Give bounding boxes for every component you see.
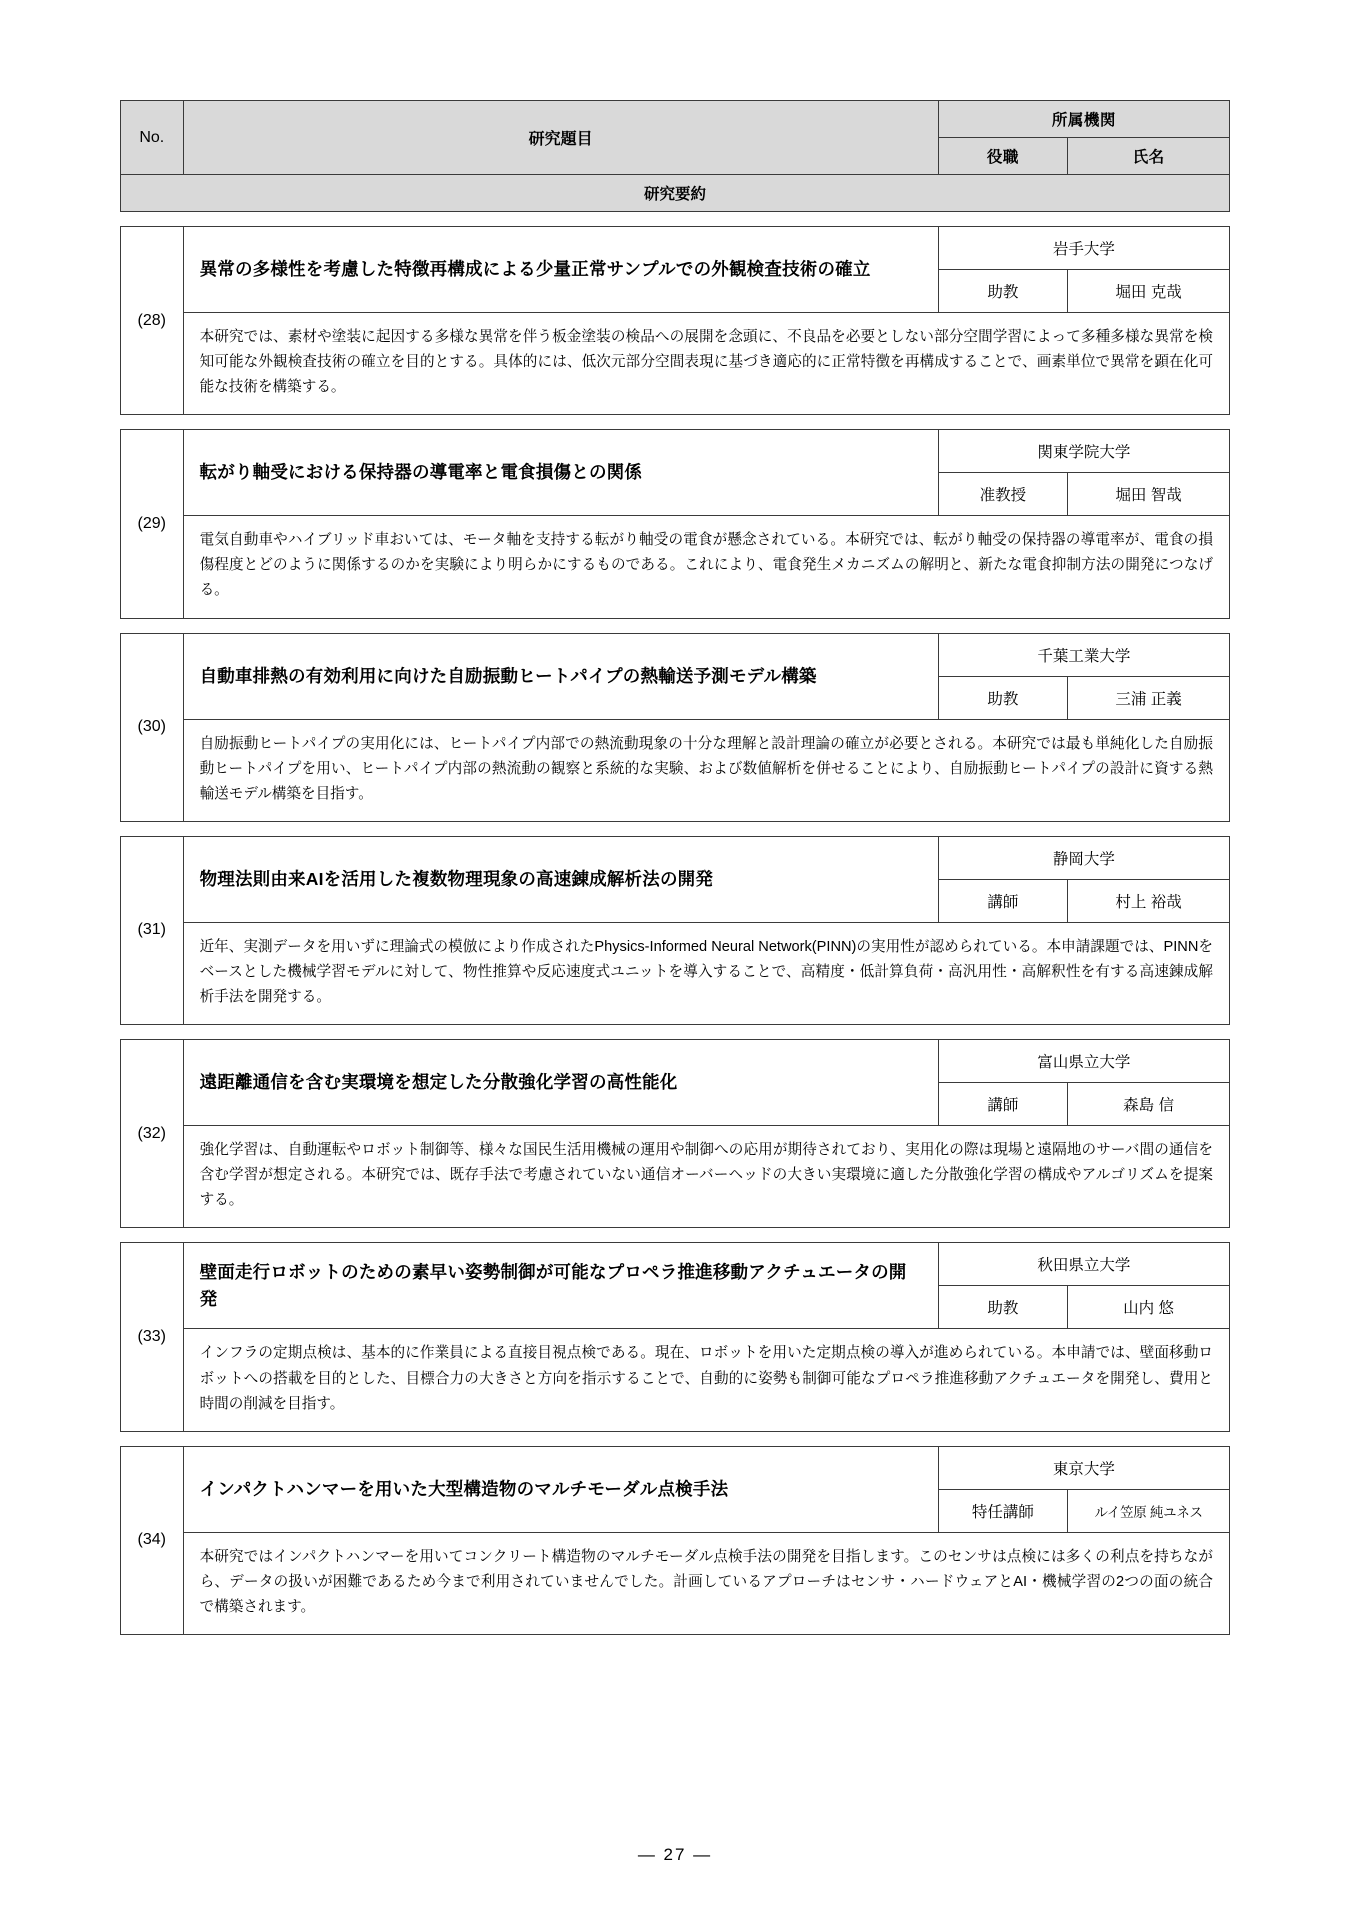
entry-row bbox=[120, 429, 1230, 618]
entry-name: 三浦 正義 bbox=[1068, 676, 1230, 719]
entry-title: 転がり軸受における保持器の導電率と電食損傷との関係 bbox=[183, 430, 938, 516]
entry-post: 講師 bbox=[938, 879, 1067, 922]
entry-title: 自動車排熱の有効利用に向けた自励振動ヒートパイプの熱輸送予測モデル構築 bbox=[183, 633, 938, 719]
header-post: 役職 bbox=[938, 138, 1067, 175]
entry-summary: 自励振動ヒートパイプの実用化には、ヒートパイプ内部での熱流動現象の十分な理解と設計理論の確立が必要とされる。本研究では最も単純化した自励振動ヒートパイプを用い、ヒートパイプ内部の熱流動の観察と系統的な実験、および数値解析を併せることにより、自励振動ヒートパイプの設計に資する熱輸送モデル構築を目指す。 bbox=[183, 719, 1229, 821]
entry-summary: 電気自動車やハイブリッド車おいては、モータ軸を支持する転がり軸受の電食が懸念されている。本研究では、転がり軸受の保持器の導電率が、電食の損傷程度とどのように関係するのかを実験により明らかにするものである。これにより、電食発生メカニズムの解明と、新たな電食抑制方法の開発につなげる。 bbox=[183, 516, 1229, 618]
entry-post: 講師 bbox=[938, 1083, 1067, 1126]
entry-no: (30) bbox=[121, 633, 184, 821]
entry-name: 堀田 克哉 bbox=[1068, 270, 1230, 313]
entry-name: 森島 信 bbox=[1068, 1083, 1230, 1126]
entry-title: インパクトハンマーを用いた大型構造物のマルチモーダル点検手法 bbox=[183, 1446, 938, 1532]
entry-post: 助教 bbox=[938, 1286, 1067, 1329]
entry-name: 堀田 智哉 bbox=[1068, 473, 1230, 516]
entry-row bbox=[120, 1242, 1230, 1431]
entry-post: 准教授 bbox=[938, 473, 1067, 516]
entry-row bbox=[120, 836, 1230, 1025]
entry-row bbox=[120, 1446, 1230, 1635]
entry-name: 村上 裕哉 bbox=[1068, 879, 1230, 922]
entry-no: (31) bbox=[121, 836, 184, 1024]
entry-summary: 本研究ではインパクトハンマーを用いてコンクリート構造物のマルチモーダル点検手法の開発を目指します。このセンサは点検には多くの利点を持ちながら、データの扱いが困難であるため今まで利用されていませんでした。計画しているアプローチはセンサ・ハードウェアとAI・機械学習の2つの面の統合で構築されます。 bbox=[183, 1532, 1229, 1634]
header-summary: 研究要約 bbox=[121, 175, 1230, 212]
entry-organization: 富山県立大学 bbox=[938, 1040, 1229, 1083]
entry-summary: 本研究では、素材や塗装に起因する多様な異常を伴う板金塗装の検品への展開を念頭に、不良品を必要としない部分空間学習によって多種多様な異常を検知可能な外観検査技術の確立を目的とする。具体的には、低次元部分空間表現に基づき適応的に正常特徴を再構成することで、画素単位で異常を顕在化可能な技術を構築する。 bbox=[183, 313, 1229, 415]
page-number: — 27 — bbox=[637, 1844, 713, 1864]
entry-post: 特任講師 bbox=[938, 1489, 1067, 1532]
header-affiliation: 所属機関 bbox=[938, 101, 1229, 138]
entry-no: (28) bbox=[121, 227, 184, 415]
entry-summary: 強化学習は、自動運転やロボット制御等、様々な国民生活用機械の運用や制御への応用が期待されており、実用化の際は現場と遠隔地のサーバ間の通信を含む学習が想定される。本研究では、既存手法で考慮されていない通信オーバーヘッドの大きい実環境に適した分散強化学習の構成やアルゴリズムを提案する。 bbox=[183, 1126, 1229, 1228]
table-header bbox=[120, 100, 1230, 212]
entry-title: 壁面走行ロボットのための素早い姿勢制御が可能なプロペラ推進移動アクチュエータの開発 bbox=[183, 1243, 938, 1329]
entry-summary: 近年、実測データを用いずに理論式の模倣により作成されたPhysics-Informed Neural Network(PINN)の実用性が認められている。本申請課題では、PINNをベースとした機械学習モデルに対して、物性推算や反応速度式ユニットを導入することで、高精度・低計算負荷・高汎用性・高解釈性を有する高速錬成解析手法を開発する。 bbox=[183, 922, 1229, 1024]
entry-summary: インフラの定期点検は、基本的に作業員による直接目視点検である。現在、ロボットを用いた定期点検の導入が進められている。本申請では、壁面移動ロボットへの搭載を目的とした、目標合力の大きさと方向を指示することで、自動的に姿勢も制御可能なプロペラ推進移動アクチュエータを開発し、費用と時間の削減を目指す。 bbox=[183, 1329, 1229, 1431]
entry-no: (34) bbox=[121, 1446, 184, 1634]
header-title: 研究題目 bbox=[183, 101, 938, 175]
entry-title: 異常の多様性を考慮した特徴再構成による少量正常サンプルでの外観検査技術の確立 bbox=[183, 227, 938, 313]
entry-no: (32) bbox=[121, 1040, 184, 1228]
entry-post: 助教 bbox=[938, 270, 1067, 313]
entry-row bbox=[120, 226, 1230, 415]
entry-row bbox=[120, 1039, 1230, 1228]
entry-organization: 千葉工業大学 bbox=[938, 633, 1229, 676]
entry-title: 物理法則由来AIを活用した複数物理現象の高速錬成解析法の開発 bbox=[183, 836, 938, 922]
entry-organization: 東京大学 bbox=[938, 1446, 1229, 1489]
entry-organization: 秋田県立大学 bbox=[938, 1243, 1229, 1286]
header-name: 氏名 bbox=[1068, 138, 1230, 175]
entry-organization: 岩手大学 bbox=[938, 227, 1229, 270]
entry-no: (33) bbox=[121, 1243, 184, 1431]
entry-no: (29) bbox=[121, 430, 184, 618]
header-row-1 bbox=[121, 101, 1230, 138]
header-row-3 bbox=[121, 175, 1230, 212]
entry-post: 助教 bbox=[938, 676, 1067, 719]
entry-title: 遠距離通信を含む実環境を想定した分散強化学習の高性能化 bbox=[183, 1040, 938, 1126]
entry-row bbox=[120, 633, 1230, 822]
entry-organization: 関東学院大学 bbox=[938, 430, 1229, 473]
entry-organization: 静岡大学 bbox=[938, 836, 1229, 879]
entry-name: ルイ笠原 純ユネス bbox=[1068, 1489, 1230, 1532]
entry-name: 山内 悠 bbox=[1068, 1286, 1230, 1329]
header-no: No. bbox=[121, 101, 184, 175]
